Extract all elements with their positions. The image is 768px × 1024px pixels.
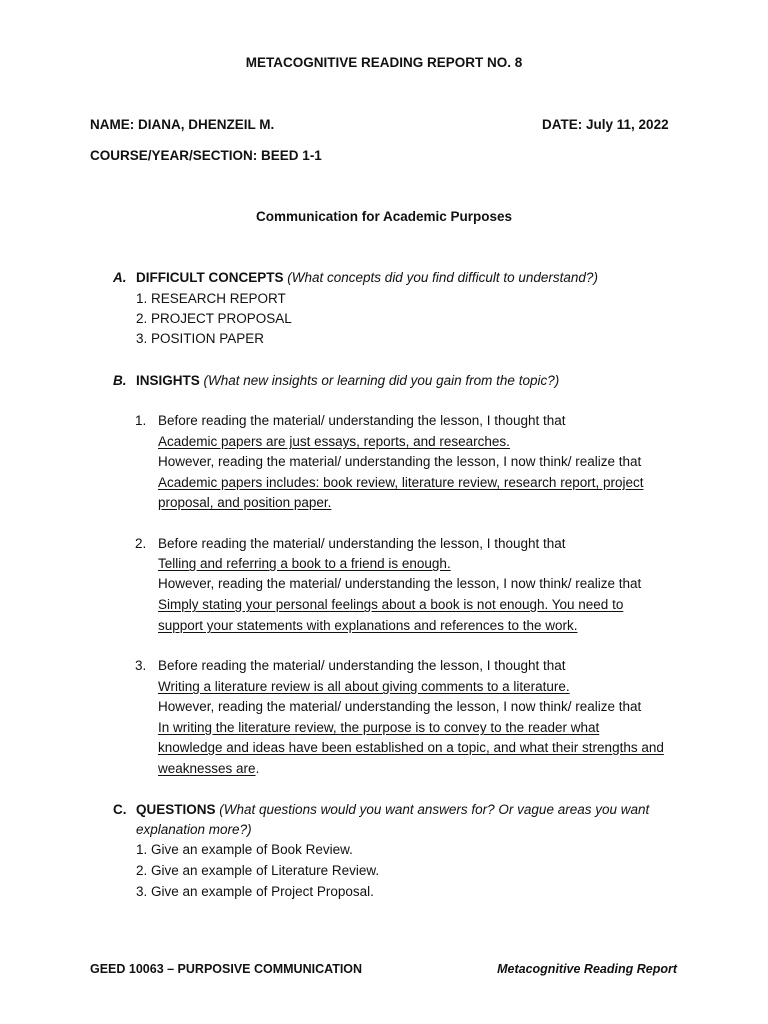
section-b-heading-line	[136, 374, 559, 388]
section-b-prompt: (What new insights or learning did you gain from the topic?)	[203, 373, 560, 388]
course-line	[90, 149, 322, 163]
concept-item: 1. RESEARCH REPORT	[136, 291, 286, 306]
section-a-heading: DIFFICULT CONCEPTS	[136, 270, 284, 285]
insight-number: 2.	[135, 536, 147, 551]
section-a-heading-line	[136, 271, 598, 285]
before-text: Before reading the material/ understanding the lesson, I thought that	[158, 536, 566, 551]
after-answer-line: In writing the literature review, the purpose is to convey to the reader what	[158, 720, 600, 735]
question-item: 2. Give an example of Literature Review.	[136, 863, 380, 878]
concept-item: 3. POSITION PAPER	[136, 331, 265, 346]
insight-number: 1.	[135, 413, 147, 428]
after-answer-line: knowledge and ideas have been established on a topic, and what their strengths and	[158, 740, 664, 755]
name-value: DIANA, DHENZEIL M.	[138, 117, 275, 132]
question-item: 1. Give an example of Book Review.	[136, 842, 353, 857]
course-label: COURSE/YEAR/SECTION:	[90, 148, 258, 163]
name-line	[90, 118, 274, 132]
section-c-prompt: (What questions would you want answers for? Or vague areas you want	[219, 802, 650, 817]
after-text: However, reading the material/ understanding the lesson, I now think/ realize that	[158, 699, 642, 714]
after-answer-last-line	[158, 762, 259, 776]
subject-title: Communication for Academic Purposes	[255, 209, 513, 224]
after-answer-line: Academic papers includes: book review, literature review, research report, project	[158, 475, 644, 490]
insight-number: 3.	[135, 658, 147, 673]
after-answer-line: support your statements with explanations and references to the work.	[158, 618, 578, 633]
section-c-heading-line	[136, 803, 649, 817]
section-b-heading: INSIGHTS	[136, 373, 200, 388]
before-text: Before reading the material/ understanding the lesson, I thought that	[158, 658, 566, 673]
footer-report-name: Metacognitive Reading Report	[497, 962, 677, 976]
before-text: Before reading the material/ understanding the lesson, I thought that	[158, 413, 566, 428]
name-label: NAME:	[90, 117, 135, 132]
after-answer-line: proposal, and position paper.	[158, 495, 332, 510]
question-item: 3. Give an example of Project Proposal.	[136, 884, 374, 899]
date-line	[542, 118, 669, 132]
section-c-letter: C.	[113, 802, 127, 817]
after-answer-period: .	[255, 761, 260, 776]
after-text: However, reading the material/ understanding the lesson, I now think/ realize that	[158, 454, 642, 469]
date-value: July 11, 2022	[586, 117, 669, 132]
section-c-prompt-continued: explanation more?)	[136, 822, 252, 837]
date-label: DATE:	[542, 117, 583, 132]
before-answer: Telling and referring a book to a friend is enough.	[158, 556, 451, 571]
concept-item: 2. PROJECT PROPOSAL	[136, 311, 292, 326]
after-text: However, reading the material/ understanding the lesson, I now think/ realize that	[158, 576, 642, 591]
before-answer: Academic papers are just essays, reports, and researches.	[158, 434, 510, 449]
course-value: BEED 1-1	[261, 148, 322, 163]
section-c-heading: QUESTIONS	[136, 802, 216, 817]
after-answer-line: Simply stating your personal feelings about a book is not enough. You need to	[158, 597, 624, 612]
section-a-letter: A.	[113, 270, 127, 285]
report-title: METACOGNITIVE READING REPORT NO. 8	[245, 55, 523, 70]
after-answer-line: weaknesses are	[158, 761, 256, 776]
footer-course: GEED 10063 – PURPOSIVE COMMUNICATION	[90, 962, 363, 976]
section-b-letter: B.	[113, 373, 127, 388]
section-a-prompt: (What concepts did you find difficult to understand?)	[287, 270, 598, 285]
before-answer: Writing a literature review is all about giving comments to a literature.	[158, 679, 570, 694]
